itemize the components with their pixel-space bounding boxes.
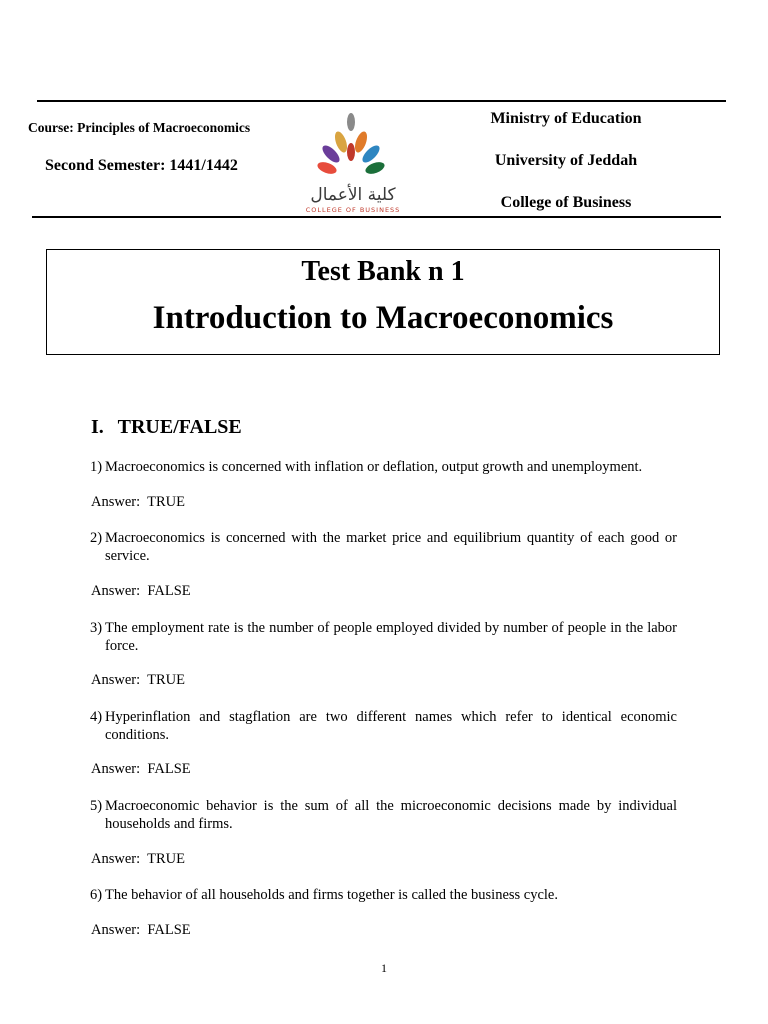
- question-number: 5): [90, 798, 103, 814]
- answer-4: Answer: FALSE: [91, 761, 191, 777]
- logo-petal-green: [364, 160, 386, 176]
- answer-6: Answer: FALSE: [91, 922, 191, 938]
- logo-petal-grey: [347, 113, 355, 131]
- section-number: I.: [91, 416, 104, 438]
- question-text: Macroeconomics is concerned with the market price and equilibrium quantity of each good or service.: [105, 530, 677, 564]
- question-4: [90, 708, 677, 744]
- question-text: The employment rate is the number of people employed divided by number of people in the labor force.: [105, 620, 677, 654]
- question-number: 1): [90, 459, 103, 475]
- section-title: TRUE/FALSE: [117, 416, 242, 438]
- answer-5: Answer: TRUE: [91, 851, 185, 867]
- question-2: [90, 529, 677, 565]
- question-number: 6): [90, 887, 103, 903]
- question-text: The behavior of all households and firms together is called the business cycle.: [105, 887, 558, 903]
- question-3: [90, 619, 677, 655]
- answer-3: Answer: TRUE: [91, 672, 185, 688]
- question-5: [90, 797, 677, 833]
- question-6: [90, 886, 677, 904]
- title-box: [46, 249, 720, 355]
- question-1: [90, 458, 677, 476]
- semester: Second Semester: 1441/1442: [45, 157, 238, 174]
- logo-petal-center: [347, 143, 355, 161]
- chapter-title: Introduction to Macroeconomics: [152, 300, 614, 336]
- question-text: Macroeconomics is concerned with inflation or deflation, output growth and unemployment.: [105, 459, 643, 475]
- page-number: 1: [381, 961, 387, 975]
- ministry: Ministry of Education: [490, 110, 642, 127]
- test-bank-title: Test Bank n 1: [301, 256, 465, 287]
- university: University of Jeddah: [494, 152, 638, 169]
- college-logo-icon: [293, 108, 413, 220]
- college: College of Business: [500, 194, 632, 211]
- question-number: 3): [90, 620, 103, 636]
- answer-1: Answer: TRUE: [91, 494, 185, 510]
- question-text: Hyperinflation and stagflation are two different names which refer to identical economic conditions.: [105, 709, 677, 743]
- logo-petal-gold: [333, 130, 350, 154]
- question-number: 2): [90, 530, 103, 546]
- college-logo: [293, 108, 413, 220]
- logo-arabic-text: كلية الأعمال: [310, 185, 396, 205]
- course-name: Course: Principles of Macroeconomics: [28, 120, 251, 135]
- logo-petal-red: [316, 160, 338, 176]
- header-top-rule: [37, 100, 726, 102]
- logo-petal-orange: [353, 130, 370, 154]
- question-text: Macroeconomic behavior is the sum of all the microeconomic decisions made by individual households and firms.: [105, 798, 677, 832]
- section-heading: [91, 416, 242, 439]
- question-number: 4): [90, 709, 103, 725]
- answer-2: Answer: FALSE: [91, 583, 191, 599]
- logo-english-text: COLLEGE OF BUSINESS: [305, 206, 401, 214]
